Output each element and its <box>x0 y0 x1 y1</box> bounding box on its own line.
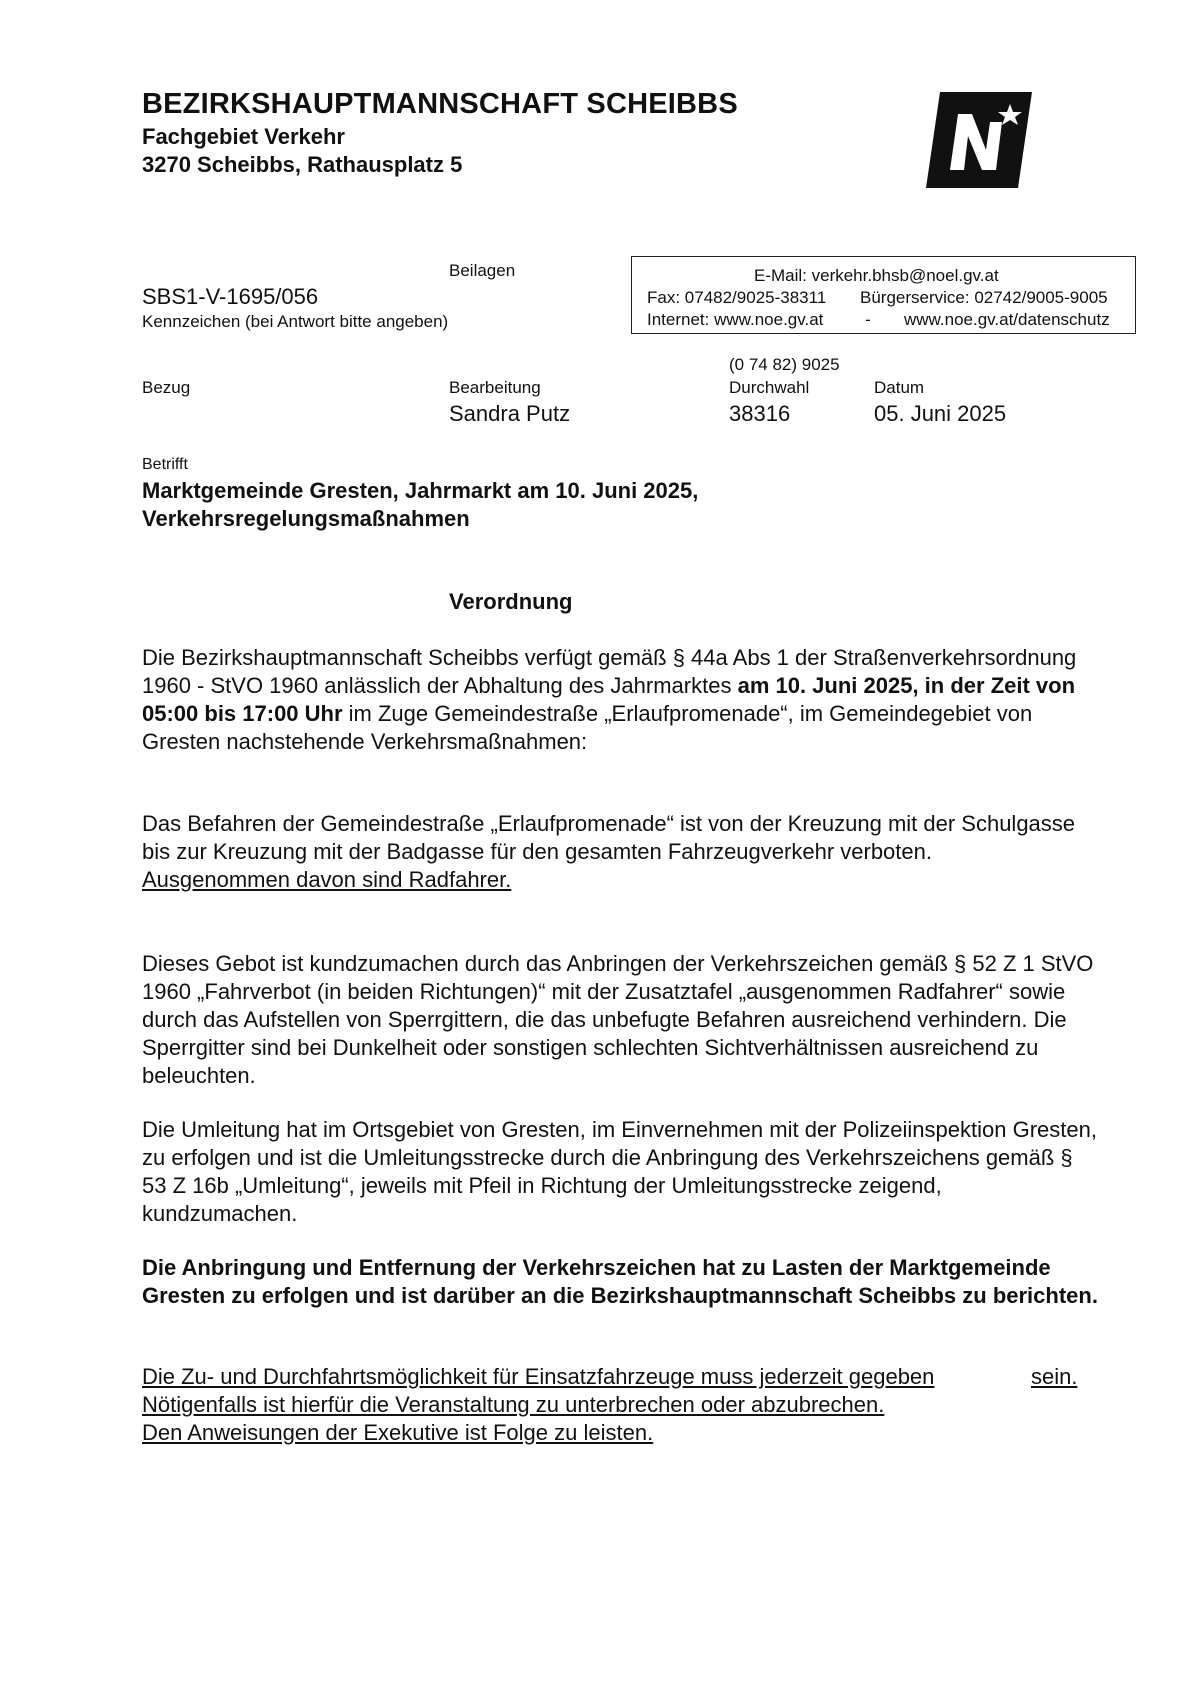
executive-instructions-line: Den Anweisungen der Exekutive ist Folge zu leisten. <box>142 1420 654 1445</box>
contact-buergerservice: Bürgerservice: 02742/9005-9005 <box>860 288 1108 307</box>
contact-internet: Internet: www.noe.gv.at <box>647 310 824 329</box>
bearbeitung-label: Bearbeitung <box>449 378 541 397</box>
reference-number: SBS1-V-1695/056 <box>142 284 319 309</box>
ban-text: Das Befahren der Gemeindestraße „Erlaufpromenade“ ist von der Kreuzung mit der Schulgasse bis zur Kreuzung mit der Badgasse für den gesamten Fahrzeugverkehr verboten. <box>142 811 1076 864</box>
paragraph-ban <box>142 810 1102 894</box>
document-title: Verordnung <box>449 589 573 614</box>
emergency-access-line-end: sein. <box>1031 1364 1078 1389</box>
datum-label: Datum <box>874 378 925 397</box>
emergency-access-line: Die Zu- und Durchfahrtsmöglichkeit für Einsatzfahrzeuge muss jederzeit gegeben <box>142 1364 935 1389</box>
subject-line-1: Marktgemeinde Gresten, Jahrmarkt am 10. Juni 2025, <box>142 478 699 503</box>
durchwahl-value: 38316 <box>729 401 791 426</box>
interruption-line: Nötigenfalls ist hierfür die Veranstaltung zu unterbrechen oder abzubrechen. <box>142 1392 885 1417</box>
paragraph-detour: Die Umleitung hat im Ortsgebiet von Gresten, im Einvernehmen mit der Polizeiinspektion Gresten, zu erfolgen und ist die Umleitungsstrecke durch die Anbringung des Verkehrszeichens gemäß § 53 Z 16b „Umleitung“, jeweils mit Pfeil in Richtung der Umleitungsstrecke zeigend, kundzumachen. <box>142 1117 1097 1226</box>
subject-label: Betrifft <box>142 456 188 473</box>
department-name: Fachgebiet Verkehr <box>142 124 345 149</box>
paragraph-intro <box>142 644 1102 756</box>
authority-address: 3270 Scheibbs, Rathausplatz 5 <box>142 152 463 177</box>
intro-text: Die Bezirkshauptmannschaft Scheibbs verfügt gemäß § 44a Abs 1 der Straßenverkehrsordnung 1960 - StVO 1960 anlässlich der Abhaltung des Jahrmarktes <box>142 645 1077 698</box>
datum-value: 05. Juni 2025 <box>874 401 1007 426</box>
ban-exception: Ausgenommen davon sind Radfahrer. <box>142 867 512 892</box>
intro-text-end: im Zuge Gemeindestraße „Erlaufpromenade“, im Gemeindegebiet von Gresten nachstehende Verkehrsmaßnahmen: <box>142 701 1033 754</box>
durchwahl-label: Durchwahl <box>729 378 810 397</box>
authority-title: BEZIRKSHAUPTMANNSCHAFT SCHEIBBS <box>142 88 738 120</box>
bezug-label: Bezug <box>142 378 191 397</box>
paragraph-signage: Dieses Gebot ist kundzumachen durch das Anbringen der Verkehrszeichen gemäß § 52 Z 1 StVO 1960 „Fahrverbot (in beiden Richtungen)“ mit der Zusatztafel „ausgenommen Radfahrer“ sowie durch das Aufstellen von Sperrgittern, die das unbefugte Befahren ausreichend verhindern. Die Sperrgitter sind bei Dunkelheit oder sonstigen schlechten Sichtverhältnissen ausreichend zu beleuchten. <box>142 951 1094 1088</box>
paragraph-responsibility: Die Anbringung und Entfernung der Verkehrszeichen hat zu Lasten der Marktgemeinde Gresten zu erfolgen und ist darüber an die Bezirkshauptmannschaft Scheibbs zu berichten. <box>142 1255 1098 1308</box>
noe-logo-icon <box>926 92 1032 188</box>
contact-box <box>631 256 1136 334</box>
reference-hint: Kennzeichen (bei Antwort bitte angeben) <box>142 312 449 331</box>
bearbeitung-value: Sandra Putz <box>449 401 571 426</box>
beilagen-label: Beilagen <box>449 261 516 280</box>
subject-line-2: Verkehrsregelungsmaßnahmen <box>142 506 470 531</box>
contact-separator: - <box>865 310 871 329</box>
intro-date-bold: am 10. Juni 2025, in der Zeit von 05:00 bis 17:00 Uhr <box>142 673 1076 726</box>
phone-prefix: (0 74 82) 9025 <box>729 355 840 374</box>
contact-datenschutz: www.noe.gv.at/datenschutz <box>904 310 1110 329</box>
contact-email: E-Mail: verkehr.bhsb@noel.gv.at <box>754 266 999 285</box>
contact-fax: Fax: 07482/9025-38311 <box>647 288 827 307</box>
